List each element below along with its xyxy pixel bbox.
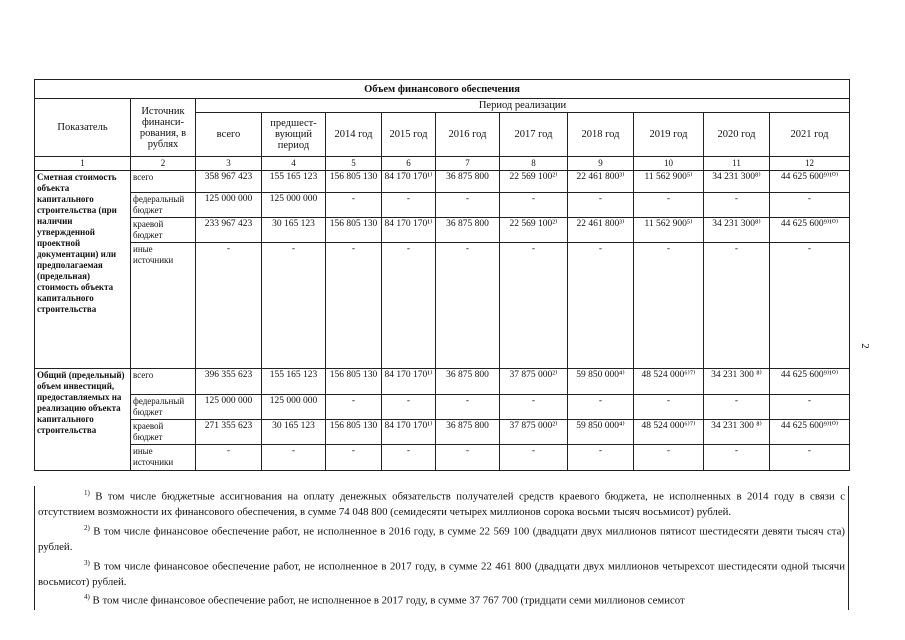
value-cell: 36 875 800 bbox=[436, 171, 500, 193]
value-cell: 44 625 600⁹⁾¹⁰⁾ bbox=[770, 369, 850, 395]
value-cell: 11 562 900⁵⁾ bbox=[634, 218, 704, 243]
column-number: 4 bbox=[262, 157, 326, 171]
value-cell: 11 562 900⁵⁾ bbox=[634, 171, 704, 193]
value-cell: 48 524 000⁶⁾⁷⁾ bbox=[634, 369, 704, 395]
source-cell: краевой бюджет bbox=[131, 420, 196, 445]
value-cell: 84 170 170¹⁾ bbox=[382, 369, 436, 395]
value-cell: - bbox=[196, 243, 262, 369]
header-period: Период реализации bbox=[196, 99, 850, 113]
header-year: 2015 год bbox=[382, 113, 436, 157]
source-cell: иные источники bbox=[131, 243, 196, 369]
value-cell: - bbox=[770, 445, 850, 471]
column-number: 10 bbox=[634, 157, 704, 171]
value-cell: - bbox=[262, 243, 326, 369]
value-cell: 84 170 170¹⁾ bbox=[382, 420, 436, 445]
footnote-mark: 4) bbox=[84, 593, 90, 602]
source-cell: иные источники bbox=[131, 445, 196, 471]
value-cell: 34 231 300⁸⁾ bbox=[704, 171, 770, 193]
source-cell: краевой бюджет bbox=[131, 218, 196, 243]
value-cell: - bbox=[568, 445, 634, 471]
header-source: Источник финанси-рования, в рублях bbox=[131, 99, 196, 157]
value-cell: - bbox=[500, 445, 568, 471]
value-cell: 155 165 123 bbox=[262, 369, 326, 395]
header-year: 2017 год bbox=[500, 113, 568, 157]
value-cell: - bbox=[634, 193, 704, 218]
value-cell: 36 875 800 bbox=[436, 369, 500, 395]
value-cell: 156 805 130 bbox=[326, 171, 382, 193]
table-row bbox=[35, 369, 850, 395]
source-cell: федеральный бюджет bbox=[131, 193, 196, 218]
page-number: 2 bbox=[858, 343, 871, 349]
value-cell: - bbox=[770, 243, 850, 369]
value-cell: - bbox=[568, 395, 634, 420]
table-row bbox=[35, 218, 850, 243]
header-indicator: Показатель bbox=[35, 99, 131, 157]
value-cell: - bbox=[704, 395, 770, 420]
value-cell: 34 231 300⁸⁾ bbox=[704, 218, 770, 243]
value-cell: 22 569 100²⁾ bbox=[500, 171, 568, 193]
value-cell: - bbox=[326, 243, 382, 369]
value-cell: 396 355 623 bbox=[196, 369, 262, 395]
footnotes bbox=[34, 486, 849, 610]
header-year: 2021 год bbox=[770, 113, 850, 157]
source-cell: федеральный бюджет bbox=[131, 395, 196, 420]
table-row bbox=[35, 395, 850, 420]
footnote-mark: 3) bbox=[84, 558, 90, 567]
table-row bbox=[35, 445, 850, 471]
value-cell: 59 850 000⁴⁾ bbox=[568, 420, 634, 445]
value-cell: - bbox=[704, 243, 770, 369]
indicator-cell: Общий (предельный) объем инвестиций, предоставляемых на реализацию объекта капитального строительства bbox=[35, 369, 131, 471]
header-year: 2016 год bbox=[436, 113, 500, 157]
column-number: 6 bbox=[382, 157, 436, 171]
header-year: 2019 год bbox=[634, 113, 704, 157]
footnote bbox=[38, 521, 845, 556]
value-cell: 22 461 800³⁾ bbox=[568, 171, 634, 193]
value-cell: - bbox=[770, 193, 850, 218]
value-cell: - bbox=[634, 445, 704, 471]
value-cell: - bbox=[382, 395, 436, 420]
value-cell: 34 231 300 ⁸⁾ bbox=[704, 369, 770, 395]
column-number: 1 bbox=[35, 157, 131, 171]
footnote-text: В том числе финансовое обеспечение работ, не исполненное в 2017 году, в сумме 22 461 800 (двадцати двух миллионов четырехсот шестидесяти одной тысячи восьмисот) рублей. bbox=[38, 560, 846, 588]
source-cell: всего bbox=[131, 369, 196, 395]
value-cell: - bbox=[568, 243, 634, 369]
value-cell: 34 231 300 ⁸⁾ bbox=[704, 420, 770, 445]
value-cell: 125 000 000 bbox=[262, 395, 326, 420]
value-cell: - bbox=[704, 193, 770, 218]
column-number: 11 bbox=[704, 157, 770, 171]
table-row bbox=[35, 171, 850, 193]
column-number: 5 bbox=[326, 157, 382, 171]
value-cell: 22 461 800³⁾ bbox=[568, 218, 634, 243]
value-cell: - bbox=[500, 193, 568, 218]
column-number: 8 bbox=[500, 157, 568, 171]
header-year: 2020 год bbox=[704, 113, 770, 157]
value-cell: 44 625 600⁹⁾¹⁰⁾ bbox=[770, 420, 850, 445]
value-cell: 84 170 170¹⁾ bbox=[382, 171, 436, 193]
indicator-cell: Сметная стоимость объекта капитального строительства (при наличии утвержденной проектной документации) или предполагаемая (предельная) стоимость объекта капитального строительства bbox=[35, 171, 131, 369]
value-cell: 156 805 130 bbox=[326, 369, 382, 395]
value-cell: 36 875 800 bbox=[436, 218, 500, 243]
value-cell: 125 000 000 bbox=[262, 193, 326, 218]
value-cell: 156 805 130 bbox=[326, 218, 382, 243]
column-number: 3 bbox=[196, 157, 262, 171]
header-year: 2014 год bbox=[326, 113, 382, 157]
value-cell: - bbox=[568, 193, 634, 218]
value-cell: 84 170 170¹⁾ bbox=[382, 218, 436, 243]
footnote-text: В том числе финансовое обеспечение работ, не исполненное в 2016 году, в сумме 22 569 100 (двадцати двух миллионов пятисот шестидесяти девяти тысяч ста) рублей. bbox=[38, 525, 845, 553]
table-row bbox=[35, 193, 850, 218]
value-cell: - bbox=[436, 193, 500, 218]
value-cell: 37 875 000²⁾ bbox=[500, 420, 568, 445]
value-cell: 233 967 423 bbox=[196, 218, 262, 243]
value-cell: 271 355 623 bbox=[196, 420, 262, 445]
value-cell: - bbox=[382, 193, 436, 218]
value-cell: - bbox=[436, 395, 500, 420]
value-cell: 44 625 600⁹⁾¹⁰⁾ bbox=[770, 218, 850, 243]
value-cell: 358 967 423 bbox=[196, 171, 262, 193]
value-cell: - bbox=[382, 243, 436, 369]
header-year: 2018 год bbox=[568, 113, 634, 157]
footnote bbox=[38, 590, 845, 609]
header-previous: предшест-вующий период bbox=[262, 113, 326, 157]
footnote-text: В том числе финансовое обеспечение работ, не исполненное в 2017 году, в сумме 37 767 700 (тридцати семи миллионов семисот bbox=[92, 594, 685, 607]
table-body bbox=[35, 171, 850, 471]
value-cell: - bbox=[500, 243, 568, 369]
footnote bbox=[38, 486, 845, 521]
value-cell: 125 000 000 bbox=[196, 193, 262, 218]
value-cell: 155 165 123 bbox=[262, 171, 326, 193]
value-cell: 59 850 000⁴⁾ bbox=[568, 369, 634, 395]
value-cell: - bbox=[382, 445, 436, 471]
value-cell: - bbox=[634, 243, 704, 369]
value-cell: 156 805 130 bbox=[326, 420, 382, 445]
column-number: 12 bbox=[770, 157, 850, 171]
column-number: 9 bbox=[568, 157, 634, 171]
value-cell: - bbox=[634, 395, 704, 420]
value-cell: - bbox=[326, 395, 382, 420]
value-cell: - bbox=[436, 243, 500, 369]
footnote bbox=[38, 556, 845, 591]
table-title: Объем финансового обеспечения bbox=[35, 80, 850, 99]
value-cell: - bbox=[500, 395, 568, 420]
footnote-text: В том числе бюджетные ассигнования на оплату денежных обязательств получателей средств краевого бюджета, не исполненных в 2014 году в связи с отсутствием возможности их финансового обеспечения, в сумме 74 048 800 (семидесяти четырех миллионов сорока восьми тысяч восьмисот) рублей. bbox=[38, 490, 845, 519]
finance-table-container bbox=[34, 79, 849, 471]
footnote-mark: 2) bbox=[84, 523, 90, 532]
header-total: всего bbox=[196, 113, 262, 157]
value-cell: 48 524 000⁶⁾⁷⁾ bbox=[634, 420, 704, 445]
value-cell: - bbox=[770, 395, 850, 420]
finance-table bbox=[34, 79, 850, 471]
value-cell: 30 165 123 bbox=[262, 218, 326, 243]
column-number: 7 bbox=[436, 157, 500, 171]
value-cell: 22 569 100²⁾ bbox=[500, 218, 568, 243]
value-cell: 125 000 000 bbox=[196, 395, 262, 420]
value-cell: 44 625 600⁹⁾¹⁰⁾ bbox=[770, 171, 850, 193]
value-cell: - bbox=[704, 445, 770, 471]
table-row bbox=[35, 420, 850, 445]
value-cell: - bbox=[326, 445, 382, 471]
column-number: 2 bbox=[131, 157, 196, 171]
value-cell: - bbox=[326, 193, 382, 218]
value-cell: 36 875 800 bbox=[436, 420, 500, 445]
value-cell: - bbox=[436, 445, 500, 471]
value-cell: - bbox=[262, 445, 326, 471]
table-row bbox=[35, 243, 850, 369]
value-cell: 30 165 123 bbox=[262, 420, 326, 445]
source-cell: всего bbox=[131, 171, 196, 193]
column-number-row bbox=[35, 157, 850, 171]
footnote-mark: 1) bbox=[84, 489, 90, 497]
value-cell: 37 875 000²⁾ bbox=[500, 369, 568, 395]
value-cell: - bbox=[196, 445, 262, 471]
